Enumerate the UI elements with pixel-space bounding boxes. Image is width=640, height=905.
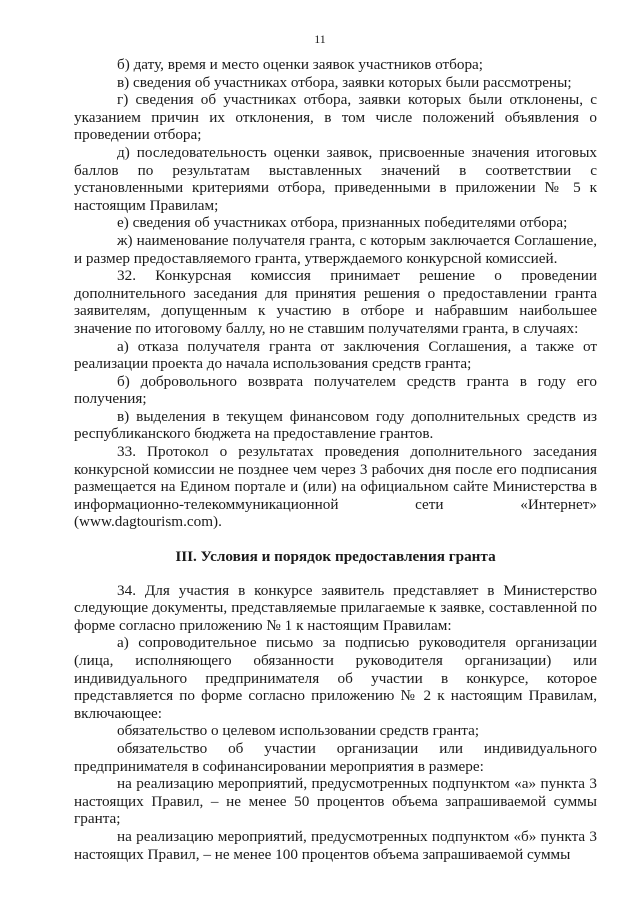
- paragraph-item-d-assessment-sequence: д) последовательность оценки заявок, присвоенные значения итоговых баллов по результатам выставленных значений в соответствии с установленными критериями отбора, приведенными в приложении № 5 к настоящим Правилам;: [74, 143, 597, 214]
- page-number: 11: [314, 32, 326, 46]
- paragraph-32-case-a: а) отказа получателя гранта от заключения Соглашения, а также от реализации проекта до начала использования средств гранта;: [74, 337, 597, 373]
- paragraph-cofinancing-50-percent: на реализацию мероприятий, предусмотренных подпунктом «а» пункта 3 настоящих Правил, – не менее 50 процентов объема запрашиваемой суммы гранта;: [74, 775, 597, 828]
- paragraph-34-item-a-cover-letter: а) сопроводительное письмо за подписью руководителя организации (лица, исполняющего обязанности руководителя организации) или индивидуального предпринимателя об участии в конкурсе, которое представляется по форме согласно приложению № 2 к настоящим Правилам, включающее:: [74, 634, 597, 722]
- paragraph-item-v-considered-participants: в) сведения об участниках отбора, заявки которых были рассмотрены;: [117, 73, 572, 91]
- paragraph-obligation-cofinancing: обязательство об участии организации или индивидуального предпринимателя в софинансировании мероприятия в размере:: [74, 739, 597, 775]
- paragraph-cofinancing-100-percent: на реализацию мероприятий, предусмотренных подпунктом «б» пункта 3 настоящих Правил, – не менее 100 процентов объема запрашиваемой суммы: [74, 827, 597, 863]
- paragraph-32-case-v: в) выделения в текущем финансовом году дополнительных средств из республиканского бюджета на предоставление грантов.: [74, 407, 597, 443]
- paragraph-item-zh-grant-recipient: ж) наименование получателя гранта, с которым заключается Соглашение, и размер предоставляемого гранта, утверждаемого конкурсной комиссией.: [74, 231, 597, 267]
- paragraph-33-protocol: 33. Протокол о результатах проведения дополнительного заседания конкурсной комиссии не позднее чем через 3 рабочих дня после его подписания размещается на Едином портале и (или) на официальном сайте Министерства в информационно-телекоммуникационной сети «Интернет» (www.dagtourism.com).: [74, 443, 597, 531]
- section-heading: III. Условия и порядок предоставления гранта: [175, 548, 496, 566]
- document-body: [74, 56, 597, 863]
- paragraph-item-g-rejected-participants: г) сведения об участниках отбора, заявки которых были отклонены, с указанием причин их отклонения, в том числе положений объявления о проведении отбора;: [74, 91, 597, 144]
- paragraph-34-documents: 34. Для участия в конкурсе заявитель представляет в Министерство следующие документы, представляемые прилагаемые к заявке, составленной по форме согласно приложению № 1 к настоящим Правилам:: [74, 581, 597, 634]
- paragraph-item-b-assessment-date: б) дату, время и место оценки заявок участников отбора;: [117, 56, 484, 73]
- paragraph-obligation-target-use: обязательство о целевом использовании средств гранта;: [117, 722, 480, 740]
- paragraph-item-e-winners: е) сведения об участниках отбора, признанных победителями отбора;: [117, 214, 568, 232]
- paragraph-32-commission-decision: 32. Конкурсная комиссия принимает решение о проведении дополнительного заседания для принятия решения о предоставлении гранта заявителям, допущенным к участию в отборе и набравшим наибольшее значение по итоговому баллу, но не ставшим получателями гранта, в случаях:: [74, 267, 597, 337]
- paragraph-32-case-b: б) добровольного возврата получателем средств гранта в году его получения;: [74, 372, 597, 408]
